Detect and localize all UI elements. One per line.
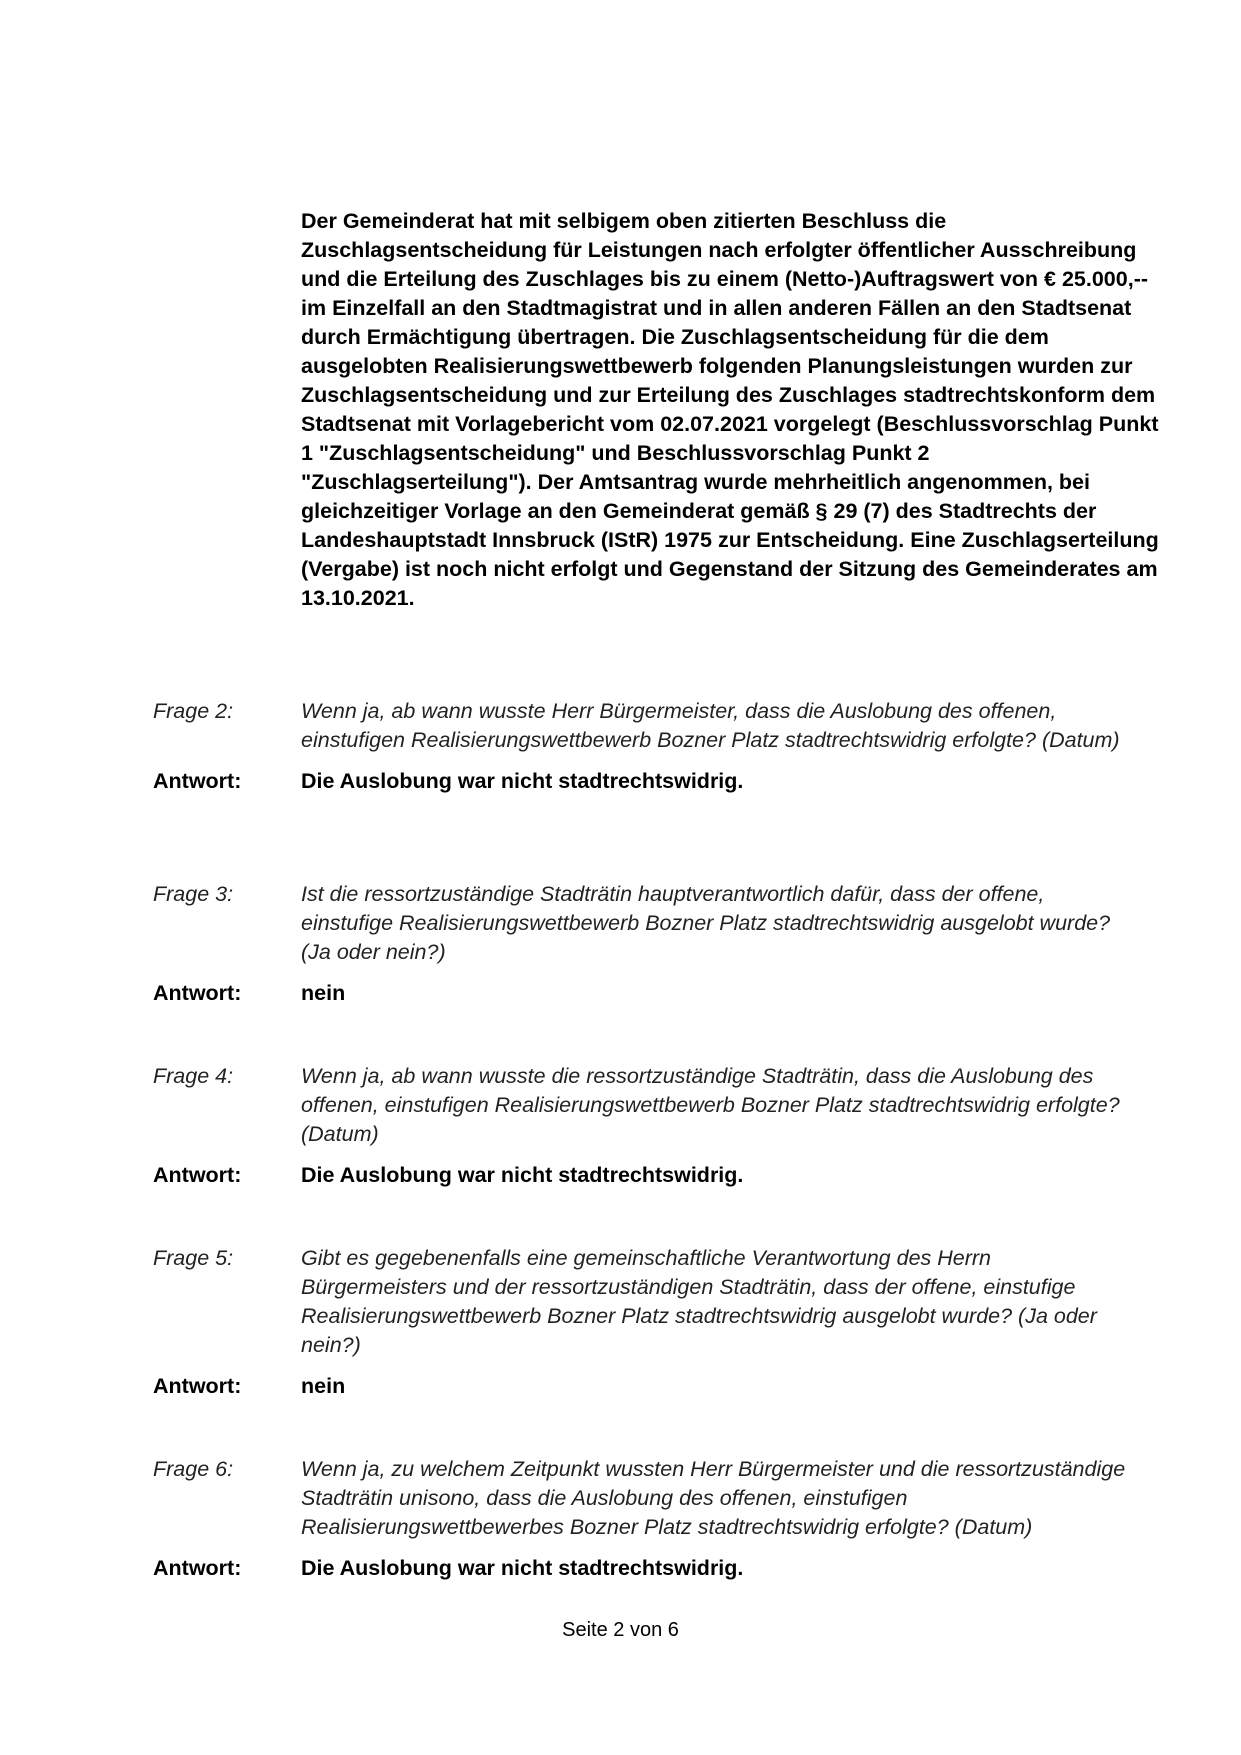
qa-block-frage-2	[153, 697, 1153, 796]
question-row	[153, 880, 1153, 967]
question-row	[153, 697, 1153, 755]
question-label: Frage 6:	[153, 1457, 234, 1481]
answer-text: nein	[301, 981, 346, 1005]
question-label: Frage 2:	[153, 699, 234, 723]
question-text: Wenn ja, ab wann wusste die ressortzuständige Stadträtin, dass die Auslobung des offenen, einstufigen Realisierungswettbewerb Bozner Platz stadtrechtswidrig erfolgte? (Datum)	[301, 1064, 1120, 1146]
question-label: Frage 5:	[153, 1246, 234, 1270]
question-row	[153, 1244, 1153, 1360]
answer-label: Antwort:	[153, 981, 242, 1005]
qa-block-frage-3	[153, 880, 1153, 1008]
question-label: Frage 4:	[153, 1064, 234, 1088]
question-label: Frage 3:	[153, 882, 234, 906]
question-text: Wenn ja, ab wann wusste Herr Bürgermeister, dass die Auslobung des offenen, einstufigen Realisierungswettbewerb Bozner Platz stadtrechtswidrig erfolgte? (Datum)	[301, 699, 1120, 752]
intro-paragraph: Der Gemeinderat hat mit selbigem oben zitierten Beschluss die Zuschlagsentscheidung für Leistungen nach erfolgter öffentlicher Ausschreibung und die Erteilung des Zuschlages bis zu einem (Netto-)Auftragswert von € 25.000,-- im Einzelfall an den Stadtmagistrat und in allen anderen Fällen an den Stadtsenat durch Ermächtigung übertragen. Die Zuschlagsentscheidung für die dem ausgelobten Realisierungswettbewerb folgenden Planungsleistungen wurden zur Zuschlagsentscheidung und zur Erteilung des Zuschlages stadtrechtskonform dem Stadtsenat mit Vorlagebericht vom 02.07.2021 vorgelegt (Beschlussvorschlag Punkt 1 "Zuschlagsentscheidung" und Beschlussvorschlag Punkt 2 "Zuschlagserteilung"). Der Amtsantrag wurde mehrheitlich angenommen, bei gleichzeitiger Vorlage an den Gemeinderat gemäß § 29 (7) des Stadtrechts der Landeshauptstadt Innsbruck (IStR) 1975 zur Entscheidung. Eine Zuschlagserteilung (Vergabe) ist noch nicht erfolgt und Gegenstand der Sitzung des Gemeinderates am 13.10.2021.	[301, 209, 1159, 610]
answer-label: Antwort:	[153, 1374, 242, 1398]
answer-label: Antwort:	[153, 1163, 242, 1187]
question-text: Ist die ressortzuständige Stadträtin hauptverantwortlich dafür, dass der offene, einstufige Realisierungswettbewerb Bozner Platz stadtrechtswidrig ausgelobt wurde? (Ja oder nein?)	[301, 882, 1111, 964]
qa-block-frage-5	[153, 1244, 1153, 1401]
question-text: Wenn ja, zu welchem Zeitpunkt wussten Herr Bürgermeister und die ressortzuständige Stadträtin unisono, dass die Auslobung des offenen, einstufigen Realisierungswettbewerbes Bozner Platz stadtrechtswidrig erfolgte? (Datum)	[301, 1457, 1126, 1539]
answer-text: Die Auslobung war nicht stadtrechtswidrig.	[301, 1163, 744, 1187]
answer-label: Antwort:	[153, 1556, 242, 1580]
question-text: Gibt es gegebenenfalls eine gemeinschaftliche Verantwortung des Herrn Bürgermeisters und der ressortzuständigen Stadträtin, dass der offene, einstufige Realisierungswettbewerb Bozner Platz stadtrechtswidrig ausgelobt wurde? (Ja oder nein?)	[301, 1246, 1097, 1357]
question-row	[153, 1062, 1153, 1149]
qa-block-frage-4	[153, 1062, 1153, 1190]
answer-text: Die Auslobung war nicht stadtrechtswidrig.	[301, 769, 744, 793]
answer-row	[153, 767, 1153, 796]
answer-text: Die Auslobung war nicht stadtrechtswidrig.	[301, 1556, 744, 1580]
answer-label: Antwort:	[153, 769, 242, 793]
page-number: Seite 2 von 6	[562, 1619, 679, 1641]
question-row	[153, 1455, 1153, 1542]
answer-row	[153, 1372, 1153, 1401]
qa-block-frage-6	[153, 1455, 1153, 1583]
answer-row	[153, 979, 1153, 1008]
answer-row	[153, 1161, 1153, 1190]
answer-row	[153, 1554, 1153, 1583]
answer-text: nein	[301, 1374, 346, 1398]
